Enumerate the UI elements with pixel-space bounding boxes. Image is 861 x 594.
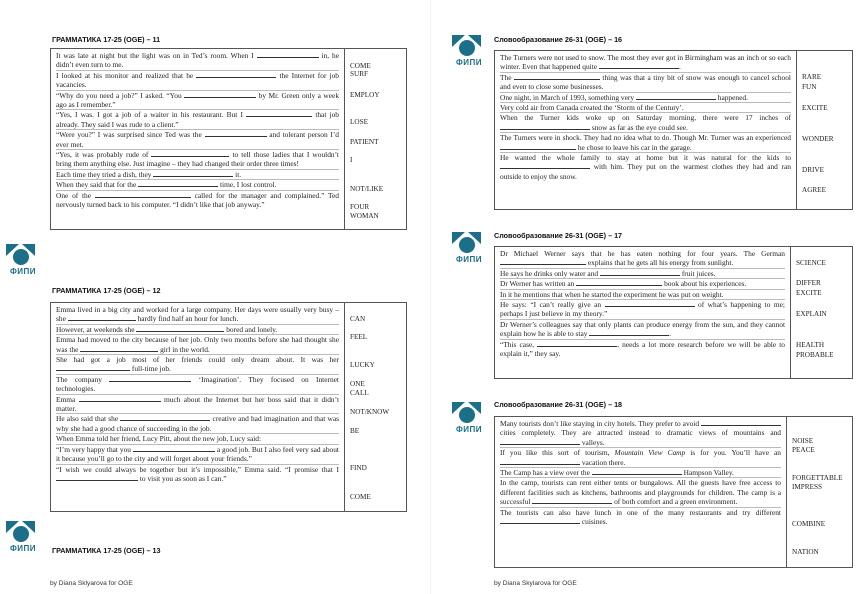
task-17-text: Dr Michael Werner says that he has eaten nothing for four years. The German explains that he gets all his energy from sunlight. He says he drinks only water and fruit juices. Dr Werner has written an book about his experiences. In it he mentions that when he started the experiment he was put on weight. He says: “I can’t really give an of what’s happening to me; perhaps I just believe in my theory.” Dr Werner’s colleagues say that only plants can produce energy from the sun, and they cannot explain how he is able to stay . “This case, , needs a lot more research before we will be able to explain it,” they say. [500,249,785,359]
keyword: BE [350,427,360,435]
task-heading-13: ГРАММАТИКА 17-25 (OGE) – 13 [52,546,161,555]
keyword: CAN [350,315,366,323]
keyword: NOISE [792,437,814,445]
task-16-box [494,50,853,210]
keyword: FORGETTABLE [792,474,843,482]
logo-text: ФИПИ [455,58,483,67]
keyword: SCIENCE [796,259,826,267]
keyword: FEEL [350,333,368,341]
keyword: I [350,156,353,164]
keyword: EXCITE [802,104,828,112]
fipi-logo [6,242,40,276]
keyword: DIFFER [796,279,821,287]
fipi-logo [6,519,40,553]
keyword: EXPLAIN [796,310,827,318]
footer-credit: by Diana Sklyarova for OGE [50,580,133,587]
fipi-logo [452,33,486,67]
task-heading-17: Словообразование 26-31 (OGE) – 17 [494,231,623,240]
keyword: FIND [350,464,367,472]
task-16-text: The Turners were not used to snow. The most they ever got in Birmingham was an inch or so each winter. Even that happened quite . The thing was that a tiny bit of snow was enough to cancel school and even to close some businesses. One night, in March of 1993, something very happened. Very cold air from Canada created the ‘Storm of the Century’. When the Turner kids woke up on Saturday morning, there were 17 inches of snow as far as the eye could see. The Turners were in shock. They had no idea what to do. Though Mr. Turner was an experienced he chose to leave his car in the garage. He wanted the whole family to stay at home but it was natural for the kids to with him. They put on the warmest clothes they had and ran outside to enjoy the snow. [500,53,791,181]
task-heading-11: ГРАММАТИКА 17-25 (OGE) – 11 [52,35,161,44]
logo-text: ФИПИ [455,425,483,434]
keyword: LOSE [350,118,368,126]
keyword: NOT/KNOW [350,408,390,416]
task-18-text: Many tourists don’t like staying in city hotels. They prefer to avoid cities completely. They are attracted instead to dramatic views of mountains and valleys. If you like this sort of tourism, Mountain View Camp is for you. You’ll have an vacation there. The Camp has a view over the Hampson Valley. In the camp, tourists can rent either tents or bungalows. All the guests have free access to different facilities such as kitchens, bathrooms and playgrounds for children. The camp is a successful of both comfort and a green environment. The tourists can also have lunch in one of the many restaurants and try different cuisines. [500,419,781,527]
keyword: COME [350,62,371,70]
keyword: PEACE [792,446,815,454]
keyword: NOT/LIKE [350,185,384,193]
keyword: COMBINE [792,520,826,528]
keyword: PATIENT [350,138,379,146]
footer-credit: by Diana Skylarova for OGE [494,580,577,587]
task-12-text: Emma lived in a big city and worked for a large company. Her days were usually very busy – she hardly find half an hour for lunch. However, at weekends she bored and lonely. Emma had moved to the city because of her job. Only two months before she had thought she was the girl in the world. She had got a job most of her friends could only dream about. It was her full-time job. The company ‘Imagination’. They focused on Internet technologies. Emma much about the Internet but her boss said that it didn’t matter. He also said that she creative and had imagination and that was why she had a good chance of succeeding in the job. When Emma told her friend, Lucy Pitt, about the new job, Lucy said: “I’m very happy that you a good job. But I also feel very sad about it because you’ll go to the city and will forget about your friends.” “I wish we could always be together but it’s impossible,” Emma said. “I promise that I to visit you as soon as I can.” [56,305,339,483]
keyword: FOUR [350,203,370,211]
keyword: RARE [802,73,822,81]
keyword: CALL [350,389,369,397]
keyword: AGREE [802,186,826,194]
task-12-box [50,302,407,512]
fipi-logo [452,230,486,264]
keyword: SURF [350,70,368,78]
keyword: HEALTH [796,341,825,349]
task-11-text: It was late at night but the light was on in Ted’s room. When I in, he didn’t even turn to me. I looked at his monitor and realized that he the Internet for job vacancies. “Why do you need a job?” I asked. “You by Mr. Green only a week ago as I remember.” “Yes, I was. I got a job of a waiter in his restaurant. But I that job already. They said I was rude to a client.” “Were you?” I was surprised since Ted was the and tolerant person I’d ever met. “Yes, it was probably rude of to tell those ladies that I wouldn’t bring them anything else. Just imagine – they had changed their order three times! Each time they tried a dish, they it. When they said that for the time, I lost control. One of the called for the manager and complained.” Ted nervously turned back to his computer. “I didn’t like that job anyway.” [56,51,340,210]
keyword: DRIVE [802,166,824,174]
keyword: EXCITE [796,289,822,297]
task-heading-16: Словообразование 26-31 (OGE) – 16 [494,35,623,44]
keyword: PROBABLE [796,351,834,359]
logo-text: ФИПИ [9,544,37,553]
task-11-box [50,48,407,230]
keyword: NATION [792,548,819,556]
task-18-box [494,416,853,568]
task-18-word-column [786,417,852,567]
task-16-word-column [796,51,852,209]
task-17-box [494,246,853,379]
task-17-word-column [790,247,852,378]
keyword: COME [350,493,371,501]
task-11-word-column [344,49,406,229]
keyword: ONE [350,380,365,388]
keyword: LUCKY [350,361,375,369]
fipi-logo [452,400,486,434]
keyword: WONDER [802,135,834,143]
keyword: IMPRESS [792,483,822,491]
logo-text: ФИПИ [455,255,483,264]
keyword: FUN [802,83,817,91]
task-heading-12: ГРАММАТИКА 17-25 (OGE) – 12 [52,286,161,295]
keyword: EMPLOY [350,91,380,99]
page-divider [430,0,431,594]
logo-text: ФИПИ [9,267,37,276]
keyword: WOMAN [350,212,379,220]
task-heading-18: Словообразование 26-31 (OGE) – 18 [494,400,623,409]
task-12-word-column [344,303,406,511]
